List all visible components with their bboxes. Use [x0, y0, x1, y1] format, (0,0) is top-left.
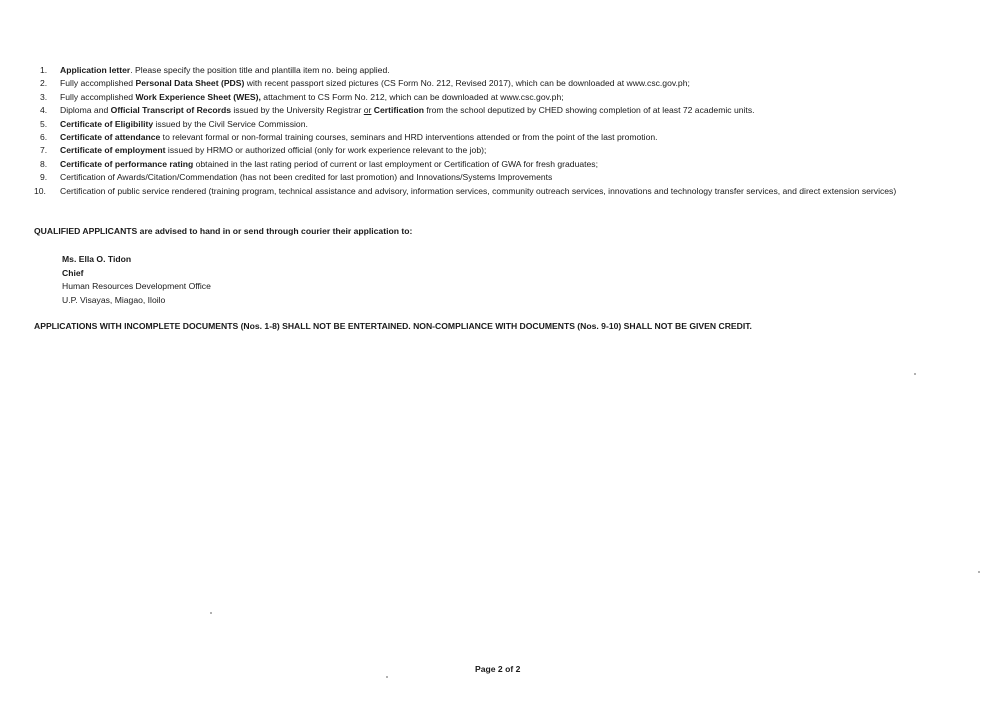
requirement-item	[34, 144, 964, 157]
requirement-item	[34, 77, 964, 90]
qualified-applicants-notice: QUALIFIED APPLICANTS are advised to hand in or send through courier their application to:	[34, 226, 413, 236]
requirement-detail: with recent passport sized pictures (CS Form No. 212, Revised 2017), which can be downloaded at www.csc.gov.ph;	[244, 78, 690, 89]
recipient-location: U.P. Visayas, Miagao, Iloilo	[62, 294, 166, 305]
requirement-text	[60, 118, 964, 131]
requirement-detail: issued by the University Registrar	[230, 105, 364, 116]
requirement-document-name: Official Transcript of Records	[110, 105, 231, 116]
requirement-text	[60, 171, 964, 184]
requirement-number: 8.	[40, 158, 48, 169]
requirement-text	[60, 104, 964, 117]
requirement-detail: Fully accomplished	[60, 78, 136, 89]
requirement-number: 7.	[40, 145, 48, 156]
requirement-detail: obtained in the last rating period of current or last employment or Certification of GWA for fresh graduates;	[193, 158, 598, 169]
requirement-detail: Diploma and	[60, 105, 111, 116]
requirement-item	[34, 104, 964, 117]
requirement-detail: issued by the Civil Service Commission.	[153, 118, 308, 129]
requirement-number: 10.	[34, 185, 46, 196]
requirement-text	[60, 77, 964, 90]
requirement-number: 5.	[40, 118, 48, 129]
requirement-number: 6.	[40, 132, 48, 143]
requirement-number: 2.	[40, 78, 48, 89]
scan-speck	[914, 373, 916, 375]
requirement-document-name: Certificate of performance rating	[60, 158, 194, 169]
requirement-document-name: Application letter	[60, 65, 131, 75]
requirement-document-name: Personal Data Sheet (PDS)	[135, 78, 245, 89]
recipient-title: Chief	[62, 267, 84, 278]
scan-speck	[210, 612, 212, 614]
requirement-document-name: Certification	[371, 105, 424, 116]
requirement-detail: Certification of public service rendered (training program, technical assistance and advisory, information services, community outreach services, innovations and technology transfer services, and direct extension services)	[60, 185, 897, 196]
requirement-detail: from the school deputized by CHED showing completion of at least 72 academic units.	[423, 105, 755, 116]
requirements-list	[34, 64, 964, 198]
requirement-document-name: Certificate of Eligibility	[60, 118, 154, 129]
requirement-text	[60, 64, 964, 77]
incomplete-documents-warning: APPLICATIONS WITH INCOMPLETE DOCUMENTS (Nos. 1-8) SHALL NOT BE ENTERTAINED. NON-COMPLIANCE WITH DOCUMENTS (Nos. 9-10) SHALL NOT BE GIVEN CREDIT.	[34, 321, 752, 331]
requirement-or: or	[363, 105, 372, 116]
requirement-detail: to relevant formal or non-formal training courses, seminars and HRD interventions attended or from the point of the last promotion.	[160, 132, 658, 143]
requirement-item	[34, 185, 964, 198]
requirement-text	[60, 91, 964, 104]
requirement-item	[34, 64, 964, 77]
requirement-document-name: Certificate of employment	[60, 145, 166, 156]
recipient-name: Ms. Ella O. Tidon	[62, 254, 132, 264]
requirement-item	[34, 118, 964, 131]
requirement-number: 4.	[40, 105, 48, 116]
requirement-item	[34, 91, 964, 104]
address-block	[62, 253, 211, 307]
requirement-item	[34, 158, 964, 171]
recipient-office: Human Resources Development Office	[62, 281, 211, 292]
requirement-detail: attachment to CS Form No. 212, which can be downloaded at www.csc.gov.ph;	[260, 91, 564, 102]
requirement-document-name: Certificate of attendance	[60, 132, 161, 143]
requirement-text	[60, 131, 964, 144]
requirement-number: 1.	[40, 65, 48, 75]
requirement-text	[60, 158, 964, 171]
scan-speck	[978, 571, 980, 573]
requirement-detail: Certification of Awards/Citation/Commendation (has not been credited for last promotion) and Innovations/Systems Improvements	[60, 172, 553, 183]
scan-speck	[386, 676, 388, 678]
requirement-text	[60, 185, 964, 198]
requirement-text	[60, 144, 964, 157]
requirement-detail: issued by HRMO or authorized official (only for work experience relevant to the job);	[165, 145, 487, 156]
page-number: Page 2 of 2	[475, 664, 521, 674]
requirement-detail: . Please specify the position title and plantilla item no. being applied.	[130, 65, 390, 75]
requirement-document-name: Work Experience Sheet (WES),	[135, 91, 261, 102]
requirement-number: 3.	[40, 91, 48, 102]
requirement-item	[34, 131, 964, 144]
requirement-detail: Fully accomplished	[60, 91, 136, 102]
requirement-item	[34, 171, 964, 184]
requirement-number: 9.	[40, 172, 48, 183]
